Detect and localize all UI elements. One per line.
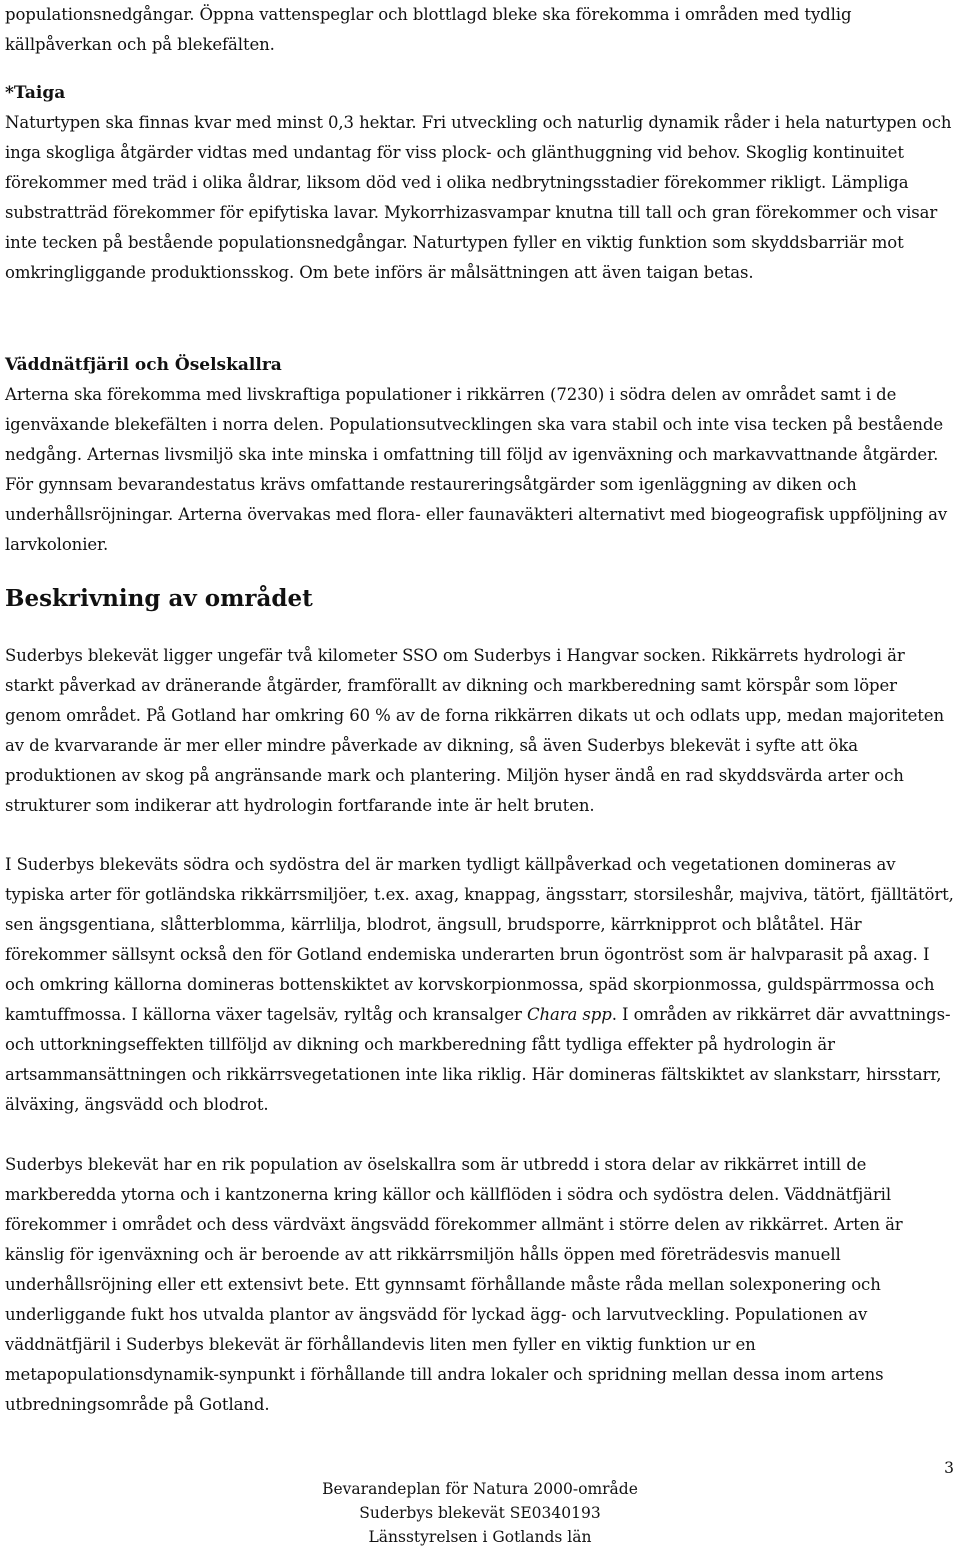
- taiga-text: Naturtypen ska finnas kvar med minst 0,3 hektar. Fri utveckling och naturlig dynamik råder i hela naturtypen och inga skogliga åtgärder vidtas med undantag för viss plock- och glänthuggning vid behov. Skoglig kontinuitet förekommer med träd i olika åldrar, liksom död ved i olika nedbrytningsstadier förekommer rikligt. Lämpliga substratträd förekommer för epifytiska lavar. Mykorrhizasvampar knutna till tall och gran förekommer och visar inte tecken på bestående populationsnedgångar. Naturtypen fyller en viktig funktion som skyddsbarriär mot omkringliggande produktionsskog. Om bete införs är målsättningen att även taigan betas.: [5, 113, 952, 282]
- intro-line-1: populationsnedgångar. Öppna vattenspeglar och blottlagd bleke ska förekomma i områden med tydlig: [5, 5, 852, 24]
- paragraph-2-text-start: I Suderbys blekeväts södra och sydöstra del är marken tydligt källpåverkad och vegetationen domineras av typiska arter för gotländska rikkärrsmiljöer, t.ex. axag, knappag, ängsstarr, storsileshår, majviva, tätört, fjälltätört, sen ängsgentiana, slåtterblomma, kärrlilja, blodrot, ängsull, brudsporre, kärrknipprot och blåtåtel. Här förekommer sällsynt också den för Gotland endemiska underarten brun ögontröst som är halvparasit på axag. I och omkring källorna domineras bottenskiktet av korvskorpionmossa, späd skorpionmossa, guldspärrmossa och kamtuffmossa. I källorna växer tagelsäv, ryltåg och kransalger: [5, 855, 954, 1024]
- paragraph-2-text-end: . I områden av rikkärret där avvattnings- och uttorkningseffekten tillföljd av dikning och markberedning fått tydliga effekter på hydrologin är artsammansättningen och rikkärrsvegetationen inte lika riklig. Här domineras fältskiktet av slankstarr, hirsstarr, älväxing, ängsvädd och blodrot.: [5, 1005, 951, 1114]
- intro-line-2: källpåverkan och på blekefälten.: [5, 35, 275, 54]
- footer-line-1: Bevarandeplan för Natura 2000-område: [322, 1480, 638, 1498]
- description-paragraph-1: Suderbys blekevät ligger ungefär två kilometer SSO om Suderbys i Hangvar socken. Rikkärrets hydrologi är starkt påverkad av dränerande åtgärder, framförallt av dikning och markberedning samt körspår som löper genom området. På Gotland har omkring 60 % av de forna rikkärren dikats ut och odlats upp, medan majoriteten av de kvarvarande är mer eller mindre påverkade av dikning, så även Suderbys blekevät i syfte att öka produktionen av skog på angränsande mark och plantering. Miljön hyser ändå en rad skyddsvärda arter och strukturer som indikerar att hydrologin fortfarande inte är helt bruten.: [5, 646, 944, 815]
- page-footer: [0, 1477, 960, 1549]
- species-latin-name: Chara spp: [526, 1005, 612, 1024]
- species-section: [5, 350, 955, 560]
- description-heading: Beskrivning av området: [5, 585, 313, 612]
- taiga-section: [5, 78, 955, 288]
- description-paragraph-3: Suderbys blekevät har en rik population av öselskallra som är utbredd i stora delar av rikkärret intill de markberedda ytorna och i kantzonerna kring källor och källflöden i södra och sydöstra delen. Väddnätfjäril förekommer i området och dess värdväxt ängsvädd förekommer allmänt i större delen av rikkärret. Arten är känslig för igenväxning och är beroende av att rikkärrsmiljön hålls öppen med företrädesvis manuell underhållsröjning eller ett extensivt bete. Ett gynnsamt förhållande måste råda mellan solexponering och underliggande fukt hos utvalda plantor av ängsvädd för lyckad ägg- och larvutveckling. Populationen av väddnätfjäril i Suderbys blekevät är förhållandevis liten men fyller en viktig funktion ur en metapopulationsdynamik-synpunkt i förhållande till andra lokaler och spridning mellan dessa inom artens utbredningsområde på Gotland.: [5, 1155, 903, 1414]
- page-number: 3: [944, 1459, 954, 1477]
- description-paragraph-2: [5, 850, 955, 1120]
- taiga-heading: *Taiga: [5, 83, 66, 103]
- intro-block: [5, 0, 955, 60]
- footer-line-3: Länsstyrelsen i Gotlands län: [368, 1528, 592, 1546]
- species-heading: Väddnätfjäril och Öselskallra: [5, 355, 282, 375]
- species-text: Arterna ska förekomma med livskraftiga populationer i rikkärren (7230) i södra delen av området samt i de igenväxande blekefälten i norra delen. Populationsutvecklingen ska vara stabil och inte visa tecken på bestående nedgång. Arternas livsmiljö ska inte minska i omfattning till följd av igenväxning och markavvattnande åtgärder. För gynnsam bevarandestatus krävs omfattande restaureringsåtgärder som igenläggning av diken och underhållsröjningar. Arterna övervakas med flora- eller faunaväkteri alternativt med biogeografisk uppföljning av larvkolonier.: [5, 385, 948, 554]
- footer-line-2: Suderbys blekevät SE0340193: [359, 1504, 601, 1522]
